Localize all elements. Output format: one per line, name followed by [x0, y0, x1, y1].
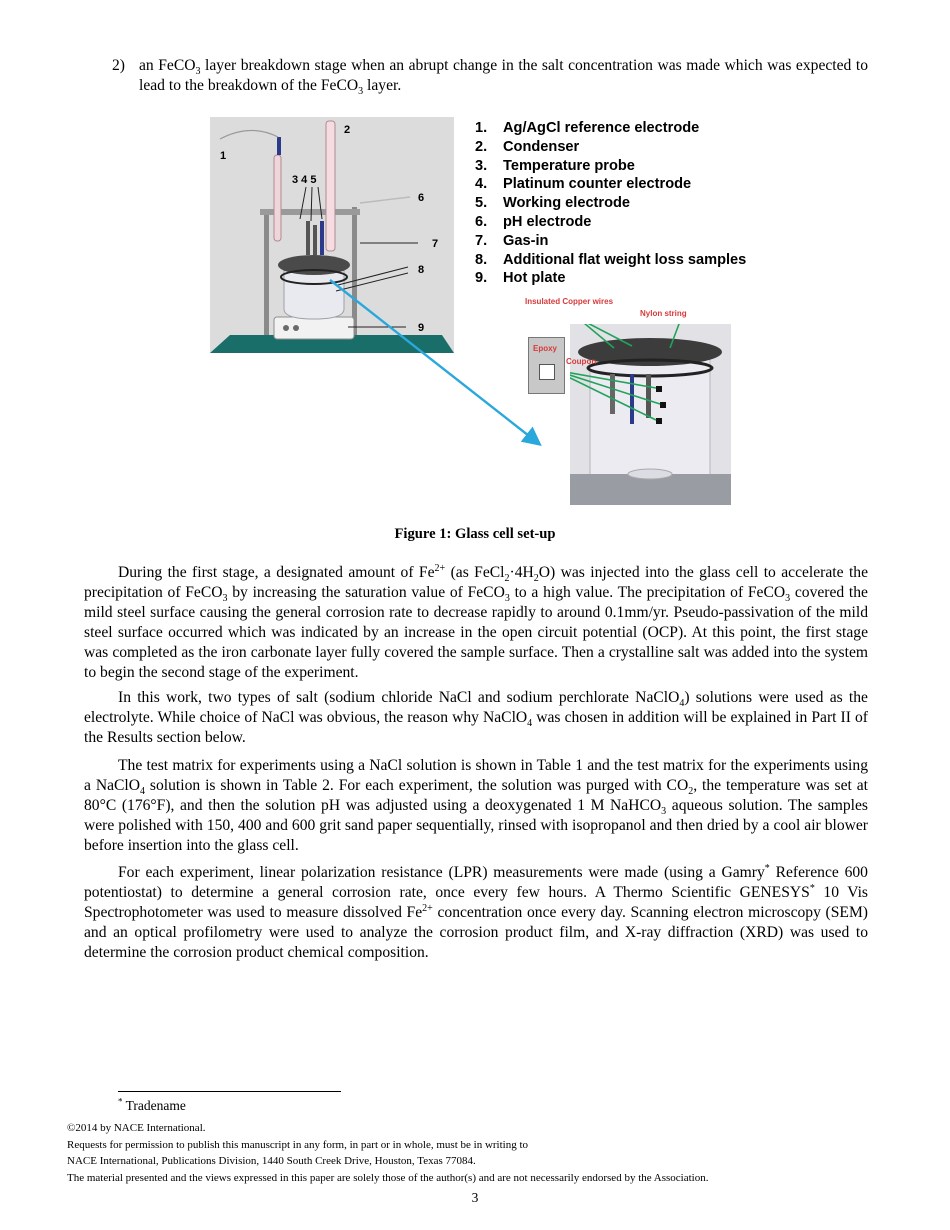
copyright-line: NACE International, Publications Division, 1440 South Creek Drive, Houston, Texas 77084.: [67, 1155, 476, 1167]
inset-sample: [656, 418, 662, 424]
copyright-notice: [67, 1120, 708, 1186]
paragraph-test-matrix: The test matrix for experiments using a NaCl solution is shown in Table 1 and the test matrix for the experiments using a NaClO$_4$ solution is shown in Table 2. For each experiment, the solution was purged with $CO_2$, the temperature was set at 80°C (176°F), and then the solution pH was adjusted using a deoxygenated 1 M NaHCO$_3$ aqueous solution. The samples were polished with 150, 400 and 600 grit sand paper sequentially, rinsed with isopropanol and then dried by a cool air blower before insertion into the glass cell.: [84, 757, 869, 854]
legend-item: 7. Gas-in: [475, 232, 549, 249]
callout-7: 7: [432, 238, 439, 250]
coupon-label: Coupon: [566, 357, 597, 366]
inset-stir-bar: [628, 469, 672, 479]
footnote-tradename: * Tradename: [118, 1096, 186, 1113]
callout-3-4-5: 3 4 5: [292, 174, 317, 186]
inset-wire: [630, 374, 634, 424]
legend-item: 4. Platinum counter electrode: [475, 176, 692, 193]
list-number: 2): [112, 57, 125, 74]
paragraph-measurements: For each experiment, linear polarization resistance (LPR) measurements were made (using a Gamry* Reference 600 potentiostat) to determine a general corrosion rate, once every few hours. A Thermo Scientific GENESYS* 10 Vis Spectrophotometer was used to measure dissolved $Fe^{2+}$ concentration once every day. Scanning electron microscopy (SEM) and an optical profilometry were used to analyze the corrosion product film, and X-ray diffraction (XRD) was used to determine the corrosion product chemical composition.: [84, 862, 869, 961]
legend-item: 9. Hot plate: [475, 270, 566, 287]
pointer-line: [330, 280, 538, 443]
cell-closeup-inset: [570, 324, 731, 505]
callout-6: 6: [418, 192, 425, 204]
footnote-separator: [118, 1091, 341, 1092]
paragraph-first-stage: During the first stage, a designated amount of $Fe^{2+}$ (as $FeCl_2\cdot 4H_2O$) was injected into the glass cell to accelerate the precipitation of FeCO$_3$ by increasing the saturation value of FeCO$_3$ to a high value. The precipitation of FeCO$_3$ covered the mild steel surface causing the general corrosion rate to decrease rapidly to around 0.1mm/yr. Pseudo-passivation of the mild steel surface occurred which was indicated by an increase in the open circuit potential (OCP). At this point, the first stage was completed as the iron carbonate layer fully covered the sample surface. Then a crystalline salt was added into the system to begin the second stage of the experiment.: [84, 562, 868, 681]
legend-item: 5. Working electrode: [475, 195, 631, 212]
inset-sample: [656, 386, 662, 392]
list-item-stage-2: [112, 56, 868, 96]
copyright-line: Requests for permission to publish this manuscript in any form, in part or in whole, must be in writing to: [67, 1138, 529, 1151]
callout-2: 2: [344, 124, 351, 136]
page-number: 3: [471, 1190, 479, 1205]
figure-caption: Figure 1: Glass cell set-up: [394, 526, 556, 542]
legend-item: 2. Condenser: [475, 138, 580, 155]
legend-item: 3. Temperature probe: [475, 157, 635, 174]
insulated-copper-wires-label: Insulated Copper wires: [525, 297, 614, 306]
copyright-line: ©2014 by NACE International.: [67, 1122, 206, 1134]
epoxy-coupon-diagram: [528, 337, 565, 394]
closeup-drawing: [570, 324, 731, 505]
callout-8: 8: [418, 264, 425, 276]
figure-glass-cell: [210, 115, 770, 510]
callout-1: 1: [220, 150, 227, 162]
list-text: an FeCO$_3$ layer breakdown stage when an abrupt change in the salt concentration was made which was expected to lead to the breakdown of the FeCO$_3$ layer.: [139, 57, 868, 98]
legend-item: 6. pH electrode: [475, 213, 592, 230]
epoxy-label: Epoxy: [533, 344, 558, 353]
coupon-square: [539, 364, 555, 380]
callout-9: 9: [418, 322, 425, 334]
legend-item: 8. Additional flat weight loss samples: [475, 251, 747, 268]
inset-lid: [578, 338, 722, 366]
inset-sample: [660, 402, 666, 408]
paragraph-salt-types: In this work, two types of salt (sodium chloride NaCl and sodium perchlorate NaClO$_4$) solutions were used as the electrolyte. While choice of NaCl was obvious, the reason why NaClO$_4$ was chosen in addition will be explained in Part II of the Results section below.: [84, 689, 868, 746]
legend-item: 1. Ag/AgCl reference electrode: [475, 120, 700, 136]
inset-wire: [646, 374, 651, 418]
nylon-string-label: Nylon string: [640, 309, 687, 318]
copyright-line: The material presented and the views expressed in this paper are solely those of the author(s) and are not necessarily endorsed by the Association.: [67, 1171, 709, 1184]
